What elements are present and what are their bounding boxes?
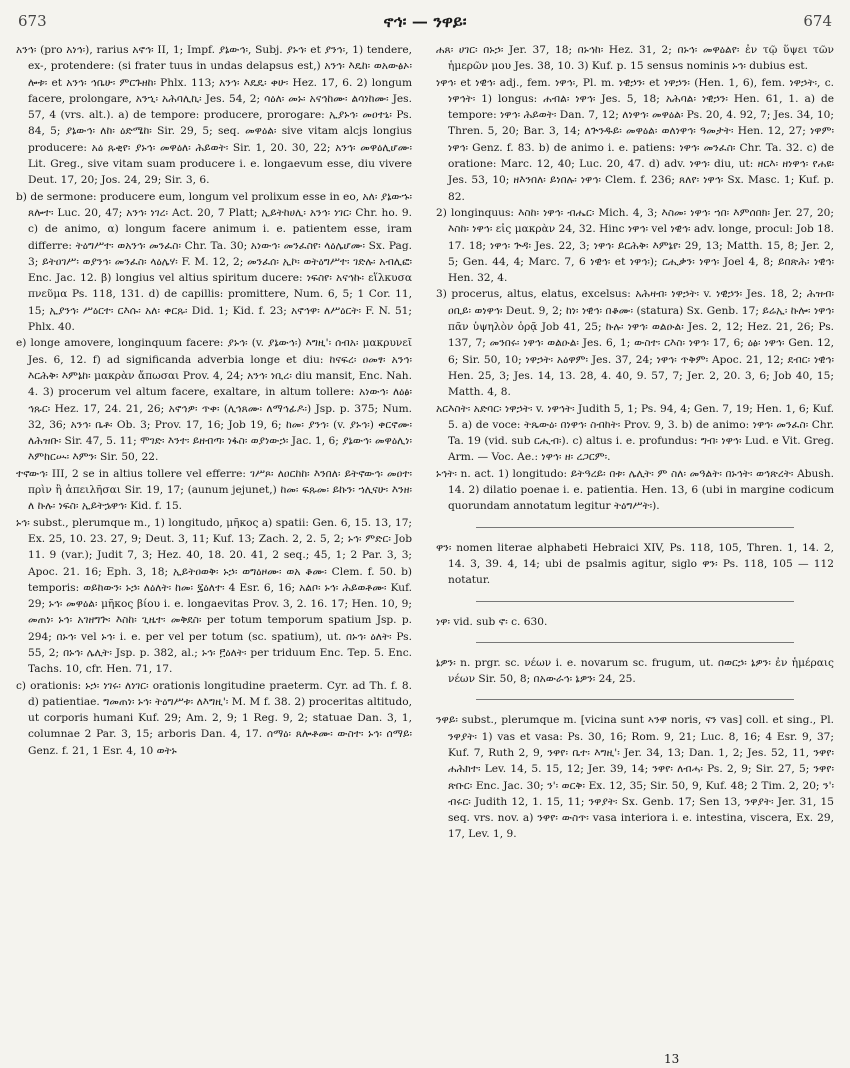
section-divider	[476, 699, 794, 700]
right-column	[436, 42, 834, 1052]
section-divider	[476, 642, 794, 643]
entry-paragraph: ነዋ፡ vid. sub ኖ፡ c. 630.	[436, 615, 548, 628]
entry-paragraph: b) de sermone: producere eum, longum vel prolixum esse in eo, አለ፡ ያኔውኁ፡ ጸሎተ፡ Luc. 20, 47; አንኅ፡ ነገረ፡ Act. 20, 7 Platt; ኢይትከሀሊ፡ አንኅ፡ ነገር፡ Chr. ho. 9. c) de animo, α) longum facere animum i. e. patientem esse, iram differre: ትዕግሥተ፡ ወአንኅ፡ መንፈስ፡ Chr. Ta. 30; አነውኅ፡ መንፈስየ፡ ላዕሌሆሙ፡ Sx. Pag. 3; ይትዐገሥ፡ ወያንኅ፡ መንፈስ፡ ላዕሌሃ፡ F. M. 12, 2; መንፈሰ፡ ኢኮ፡ ወትዕግሥተ፡ ገድሉ፡ አብሊፎ፡ Enc. Jac. 12. β) longius vel altius spiritum ducere: ነፍስየ፡ አናኅኩ፡ εἵλκυσα πνεῦμα Ps. 118, 131. d) de capillis: promittere, Num. 6, 5; 1 Cor. 11, 15; ኢያንኅ፡ ሥዕርተ፡ ርእሱ፡ አለ፡ ቀርጹ፡ Did. 1; Kid. f. 23; አኖኅዋ፡ ለሥዕርት፡ F. N. 51; Phlx. 40.	[16, 190, 412, 334]
entry-paragraph: 2) longinquus: እስከ፡ ነዋኅ፡ ብሔር፡ Mich. 4, 3; እስመ፡ ነዋኅ፡ ኀበ፡ እምሰበክ፡ Jer. 27, 20; እስከ፡ ነዋኅ፡ εἰς μακρὰν 24, 32. Hinc ነዋኅ፡ vel ነዊኅ፡ adv. longe, procul: Job 18. 17. 18; ነዋኅ፡ ጕዳ፡ Jes. 22, 3; ነዋኅ፡ ይርሕቅ፡ እምኔየ፡ 29, 13; Matth. 15, 8; Jer. 2, 5; Gen. 44, 4; Marc. 7, 6 ነዊኅ፡ et ነዋኅ፡); ርሒቃን፡ ነዋኅ፡ Joel 4, 8; ይበጽሕ፡ ነዊኅ፡ Hen. 32, 4.	[436, 206, 834, 285]
entry-paragraph: ነዋኅ፡ et ነዊኅ፡ adj., fem. ነዋኅ፡, Pl. m. ነዊኃን፡ et ነዋኃን፡ (Hen. 1, 6), fem. ነዋኃት፡, c. ነዋኅት፡ 1) longus: ሐብል፡ ነዋኅ፡ Jes. 5, 18; አሕባል፡ ነዊኃን፡ Hen. 61, 1. a) de tempore: ነዋኅ፡ ሕይወት፡ Dan. 7, 12; ለነዋኅ፡ መዋዕል፡ Ps. 20, 4. 92, 7; Jes. 34, 10; Thren. 5, 20; Bar. 3, 14; ለጕንዱይ፡ መዋዕል፡ ወለነዋኅ፡ ዓመታት፡ Hen. 12, 27; ነዋም፡ ነዋኅ፡ Genz. f. 83. b) de animo i. e. patiens: ነዋኅ፡ መንፈስ፡ Chr. Ta. 32. c) de oratione: Marc. 12, 40; Luc. 20, 47. d) adv. ነዋኅ፡ diu, ut: ዘርእ፡ ዘነዋኅ፡ የሐዩ፡ Jes. 53, 10; ዘእንበለ፡ ይነበሉ፡ ነዋኅ፡ Clem. f. 236; ጸለየ፡ ነዋኅ፡ Sx. Masc. 1; Kuf. p. 82.	[436, 76, 834, 203]
entry-paragraph: ተኖውኅ፡ III, 2 se in altius tollere vel efferre: ገሥጾ፡ ለዐርከከ፡ እንበለ፡ ይትኖውኅ፡ መዐተ፡ πρὶν ἢ ἀπειλῆσαι Sir. 19, 17; (aunum jejunet,) ከመ፡ ፍጹመ፡ ይኩን፡ ኀሊናሁ፡ እንዘ፡ ለ ኩሉ፡ ነፍስ፡ ኢይትኌዋኅ፡ Kid. f. 15.	[16, 467, 412, 513]
section-divider	[476, 527, 794, 528]
page-header	[0, 12, 850, 34]
signature-mark: 13	[664, 1052, 680, 1066]
page-number-right: 674	[803, 12, 832, 30]
entry-paragraph: 3) procerus, altus, elatus, excelsus: አሕዛብ፡ ነዋኃት፡ v. ነዊኃን፡ Jes. 18, 2; ሕዝብ፡ ዐቢይ፡ ወነዋኅ፡ Deut. 9, 2; ከነ፡ ነዊኅ፡ በቆሙ፡ (statura) Sx. Genb. 17; ይሬኢ፡ ኩሎ፡ ነዋኅ፡ πᾶν ὑψηλὸν ὁρᾷ Job 41, 25; ኩሉ፡ ነዋኅ፡ ወልዑል፡ Jes. 2, 12; Hez. 21, 26; Ps. 137, 7; መንበሩ፡ ነዋኅ፡ ወልዑል፡ Jes. 6, 1; ውስተ፡ ርእስ፡ ነዋኅ፡ 17, 6; ዕፅ፡ ነዋኅ፡ Gen. 12, 6; Sir. 50, 10; ነዋኃት፡ አዕዋም፡ Jes. 37, 24; ነዋኅ፡ ጥቅም፡ Apoc. 21, 12; ደብር፡ ነዊኅ፡ Hen. 25, 3; Jes. 14, 13. 28, 4. 40, 9. 57, 7; Jer. 2, 20. 3, 6; Job 40, 15; Matth. 4, 8.	[436, 288, 834, 399]
page-number-left: 673	[18, 12, 47, 30]
entry-paragraph: አንኅ፡ (pro አነኅ፡), rarius አኖኅ፡ II, 1; Impf. ያኔውኅ፡, Subj. ያኑኅ፡ et ያንኅ፡, 1) tendere, ex-, protendere: (si frater tuus in undas delapsus est,) አንኅ፡ እዴከ፡ ወአውፅኦ፡ ሎቱ፡ et አንኅ፡ ኅቤሁ፡ ምርጉዘከ፡ Phlx. 113; አንኅ፡ እዴዴ፡ ቀሁ፡ Hez. 17, 6. 2) longum facere, prolongare, አንኂ፡ አሕባሊኪ፡ Jes. 54, 2; ሳዕለ፡ መኑ፡ አናኅከሙ፡ ልሳነከሙ፡ Jes. 57, 4 (vrs. alt.). a) de tempore: producere, prorogare: ኢያኑኅ፡ መዐተኒ፡ Ps. 84, 5; ያኔውኅ፡ ለከ፡ ዕድሜከ፡ Sir. 29, 5; seq. መዋዕል፡ sive vitam alcjs longius producere: አዕ ጹቂየ፡ ያኑኅ፡ መዋዕለ፡ ሕይወት፡ Sir. 1, 20. 30, 22; አንኅ፡ መዋዕሊሆሙ፡ Lit. Greg., sive vitam suam producere i. e. longaevum esse, diu vivere Deut. 17, 20; Jos. 24, 29; Sir. 3, 6.	[16, 44, 412, 187]
entry-paragraph: ኑኅት፡ n. act. 1) longitudo: ይትዓረይ፡ በቱ፡ ሌሊት፡ ም ስለ፡ መዓልት፡ በኑኅት፡ ወኅጽረት፡ Abush. 14. 2) dilatio poenae i. e. patientia. Hen. 13, 6 (ubi in margine codicum quorundam annotatum legitur ትዕግሥት፡).	[436, 467, 834, 513]
entry-paragraph: e) longe amovere, longinquum facere: ያኑኅ፡ (v. ያኔውኅ፡) እግዚ'፡ ሰብአ፡ μακρυνεῖ Jes. 6, 12. f) ad significanda adverbia longe et diu: ከናፍረ፡ ዐመፃ፡ አንኅ፡ እርሕቅ፡ እምኔከ፡ μακρὰν ἄπωσαι Prov. 4, 24; አንኅ፡ ነቢረ፡ diu mansit, Enc. Nah. 4. 3) procerum vel altum facere, exaltare, in altum tollere: አነውኅ፡ ለዕፅ፡ ኅጹር፡ Hez. 17, 24. 21, 26; አኖኅዎ፡ ጥቀ፡ (ሊኅጸሙ፡ ለማኅፊዶ፡) Jsp. p. 375; Num. 32, 36; አንኅ፡ ቤቶ፡ Ob. 3; Prov. 17, 16; Job 19, 6; ከመ፡ ያንኅ፡ (v. ያኑኅ፡) ቀርኖሙ፡ ለሕዝቡ፡ Sir. 47, 5. 11; ሞገድ፡ እንተ፡ ይዘብጣ፡ ነፋስ፡ ወያነውኃ፡ Jac. 1, 6; ያኔውኅ፡ መዋዕሊነ፡ እምከርሡ፡ እምን፡ Sir. 50, 22.	[16, 337, 412, 464]
entry-paragraph: ኔዎን፡ n. prgr. sc. νέων i. e. novarum sc. frugum, ut. በወርኃ፡ ኔዎን፡ ἐν ἡμέραις νέων Sir. 50, 8; በአውራኅ፡ ኔዎን፡ 24, 25.	[436, 656, 834, 686]
entry-paragraph: ሐጸ፡ ሀገር፡ በኑኃ፡ Jer. 37, 18; በኑኅከ፡ Hez. 31, 2; በኑኅ፡ መዋዕልየ፡ ἐν τῷ ὕψει τῶν ἡμερῶν μου Jes. 38, 10. 3) Kuf. p. 15 sensus nominis ኑኅ፡ dubius est.	[436, 44, 834, 73]
entry-paragraph: ኑኅ፡ subst., plerumque m., 1) longitudo, μῆκος a) spatii: Gen. 6, 15. 13, 17; Ex. 25, 10. 23. 27, 9; Deut. 3, 11; Kuf. 13; Zach. 2, 2. 5, 2; ኑኅ፡ ምድር፡ Job 11. 9 (var.); Judit 7, 3; Hez. 40, 18. 20. 41, 2 seq.; 45, 1; 2 Par. 3, 3; Apoc. 21. 16; Eph. 3, 18; ኢይትዐወቅ፡ ኑኃ፡ ወግዕዞሙ፡ ወአ ቆሙ፡ Clem. f. 50. b) temporis: ወይከውን፡ ኑኃ፡ ለዕለት፡ ከመ፡ ፯ዕለተ፡ 4 Esr. 6, 16; አልቦ፡ ኑኅ፡ ሕይወቶሙ፡ Kuf. 29; ኑኅ፡ መዋዕል፡ μῆκος βίου i. e. longaevitas Prov. 3, 2. 16. 17; Hen. 10, 9; መጠነ፡ ኑኅ፡ አገዘግጕ፡ እስከ፡ ጊዜተ፡ መቅደስ፡ per totum temporum spatium Jsp. p. 294; በኑኅ፡ vel ኑኅ፡ i. e. per vel per totum (sc. spatium), ut. በኑኅ፡ ዕለት፡ Ps. 55, 2; በኑኅ፡ ሌሊት፡ Jsp. p. 382, al.; ኑኅ፡ ፫ዕለት፡ per triduum Enc. Tep. 5. Enc. Tachs. 10, cfr. Hen. 71, 17.	[16, 516, 412, 676]
section-divider	[476, 601, 794, 602]
entry-paragraph: ዋን፡ nomen literae alphabeti Hebraici XIV, Ps. 118, 105, Thren. 1, 14. 2, 14. 3, 39. 4, 14; ubi de psalmis agitur, siglo ዋን፡ Ps. 118, 105 — 112 notatur.	[436, 541, 834, 587]
entry-paragraph: ንዋይ፡ subst., plerumque m. [vicina sunt ኣ͏ንዋ͏ noris, ና͏ን͏ vas] coll. et sing., Pl. ንዋያት፡ 1) vas et vasa: Ps. 30, 16; Rom. 9, 21; Luc. 8, 16; 4 Esr. 9, 37; Kuf. 7, Ruth 2, 9, ንዋየ፡ ቤተ፡ እግዚ'፡ Jer. 34, 13; Dan. 1, 2; Jes. 52, 11, ንዋየ፡ ሐሕክተ፡ Lev. 14, 5. 15, 12; Jer. 39, 14; ንዋየ፡ ለብሓ፡ Ps. 2, 9; Sir. 27, 5; ንዋየ፡ ጽቡር፡ Enc. Jac. 30; ን'፡ ወርቅ፡ Ex. 12, 35; Sir. 50, 9, Kuf. 48; 2 Tim. 2, 20; ን'፡ ብሩር፡ Judith 12, 1. 15, 11; ንዋያት፡ Sx. Genb. 17; Sen 13, ንዋያት፡ Jer. 31, 15 seq. vrs. nov. a) ንዋየ፡ ውስጥ፡ vasa interiora i. e. intestina, viscera, Ex. 29, 17, Lev. 1, 9.	[436, 714, 834, 841]
entry-paragraph: አርእስት፡ አድባር፡ ነዋኃት፡ v. ነዋኅት፡ Judith 5, 1; Ps. 94, 4; Gen. 7, 19; Hen. 1, 6; Kuf. 5. a) de voce: ትጼውዕ፡ በነዋኅ፡ ስብከት፡ Prov. 9, 3. b) de animo: ነዋኅ፡ መንፈስ፡ Chr. Ta. 19 (vid. sub ርሒብ፡). c) altus i. e. profundus: ግብ፡ ነዋኅ፡ Lud. e Vit. Greg. Arm. — Voc. Ae.: ነዋኅ፡ ዘ፡ ረጋርም፡.	[436, 402, 834, 464]
entry-paragraph: c) orationis: ኑኃ፡ ነገሩ፡ ለነገር፡ orationis longitudine praeterm. Cyr. ad Th. f. 8. d) patientiae. ግመጠነ፡ ኑኅ፡ ትዕግሥቱ፡ ለእግዚ'፡ M. M f. 38. 2) proceritas altitudo, ut corporis humani Kuf. 29; Am. 2, 9; 1 Reg. 9, 2; statuae Dan. 3, 1, columnae 2 Par. 3, 15; arboris Dan. 4, 17. ሰማዕ፡ ጸሎቶሙ፡ ውስተ፡ ኑኅ፡ ሰማይ፡ Genz. f. 21, 1 Esr. 4, 10 ወትኑ	[16, 679, 412, 757]
running-title: ኖኅ፡ — ንዋይ፡	[383, 12, 467, 31]
left-column	[16, 42, 412, 1052]
